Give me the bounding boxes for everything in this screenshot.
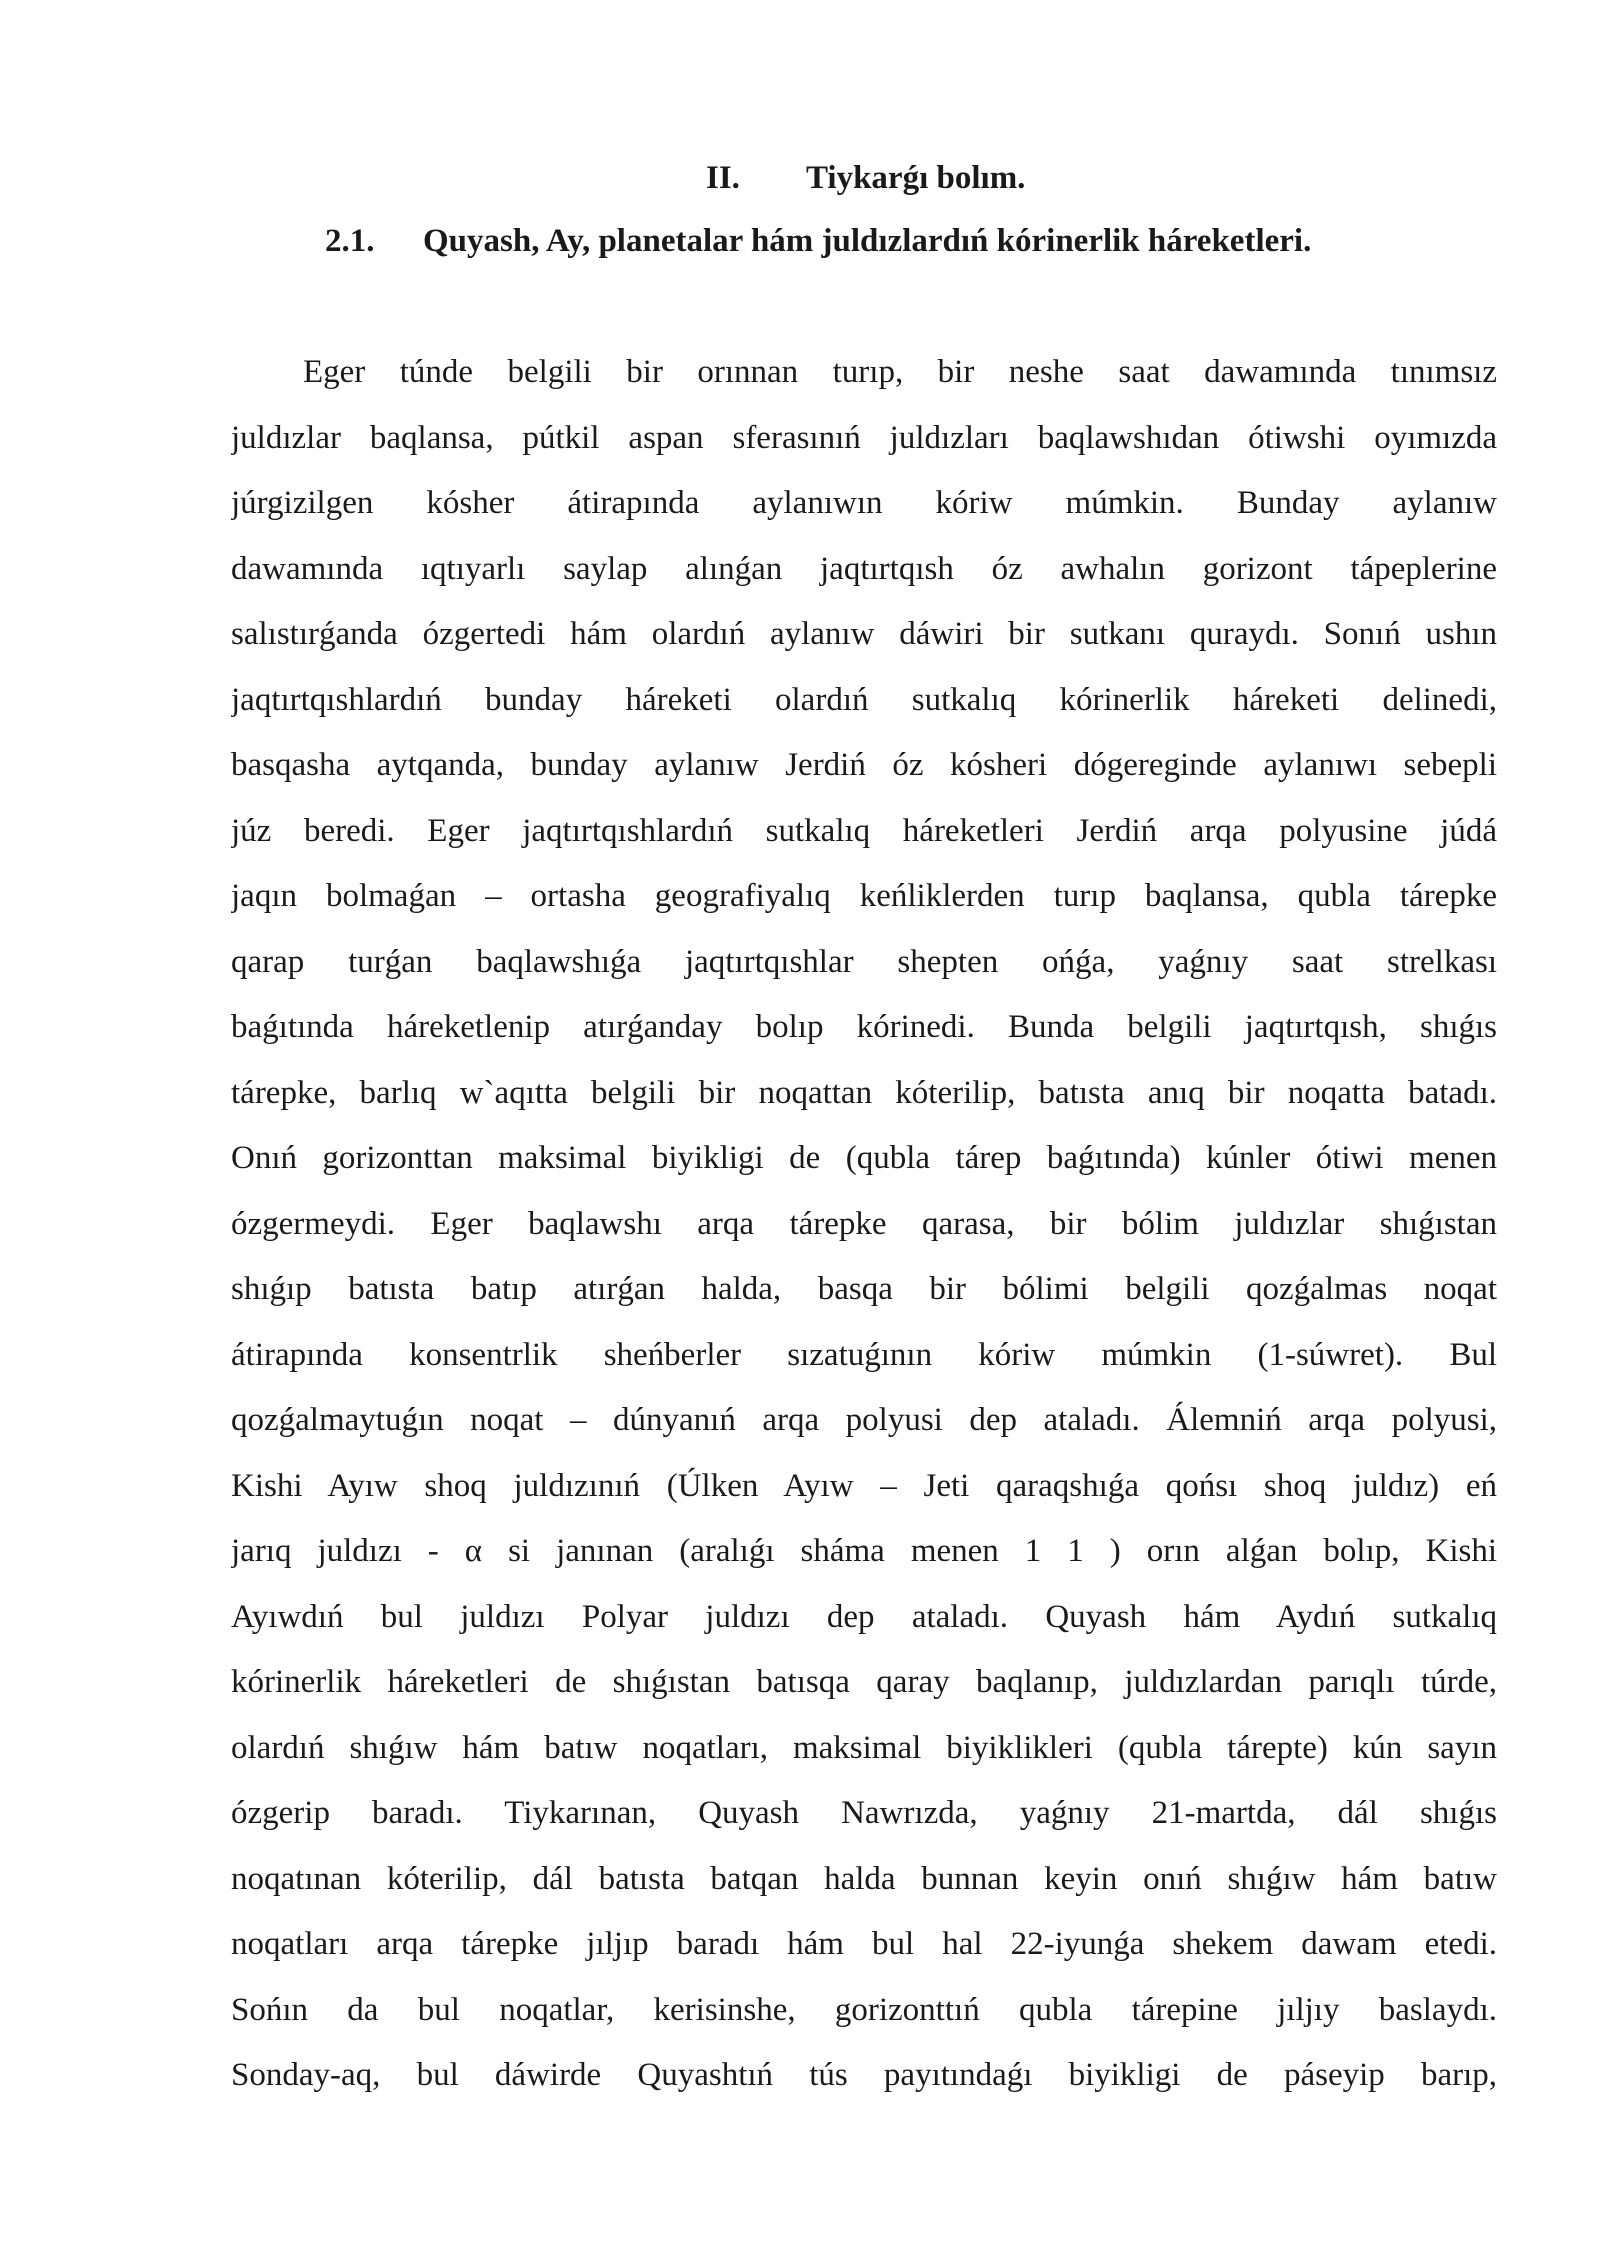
paragraph-line: noqatları arqa tárepke jıljıp baradı hám bul hal 22-iyunǵa shekem dawam etedi. — [231, 1926, 1497, 1962]
section-title: Tiykarǵı bolım. — [806, 160, 1026, 196]
body-paragraph — [231, 349, 1497, 2118]
paragraph-line: Sońın da bul noqatlar, kerisinshe, gorizonttıń qubla tárepine jıljıy baslaydı. — [231, 1991, 1497, 2028]
paragraph-line: shıǵıp batısta batıp atırǵan halda, basqa bir bólimi belgili qozǵalmas noqat — [231, 1271, 1497, 1307]
paragraph-line: baǵıtında háreketlenip atırǵanday bolıp kórinedi. Bunda belgili jaqtırtqısh, shıǵıs — [231, 1009, 1497, 1045]
subsection-number: 2.1. — [325, 223, 375, 259]
paragraph-line: átirapında konsentrlik sheńberler sızatuǵının kóriw múmkin (1-súwret). Bul — [231, 1336, 1497, 1373]
paragraph-line: salıstırǵanda ózgertedi hám olardıń aylanıw dáwiri bir sutkanı quraydı. Sonıń ushın — [231, 616, 1497, 652]
paragraph-line: noqatınan kóterilip, dál batısta batqan halda bunnan keyin onıń shıǵıw hám batıw — [231, 1860, 1497, 1897]
section-number: II. — [706, 160, 740, 196]
paragraph-line: Eger túnde belgili bir orınnan turıp, bir neshe saat dawamında tınımsız — [303, 354, 1497, 390]
paragraph-line: basqasha aytqanda, bunday aylanıw Jerdiń óz kósheri dógereginde aylanıwı sebepli — [231, 747, 1497, 783]
subsection-title: Quyash, Ay, planetalar hám juldızlardıń kórinerlik háreketleri. — [423, 223, 1312, 259]
paragraph-line: tárepke, barlıq w`aqıtta belgili bir noqattan kóterilip, batısta anıq bir noqatta batadı. — [231, 1074, 1497, 1111]
paragraph-line: ózgerip baradı. Tiykarınan, Quyash Nawrızda, yaǵnıy 21-martda, dál shıǵıs — [231, 1795, 1497, 1831]
paragraph-line: dawamında ıqtıyarlı saylap alınǵan jaqtırtqısh óz awhalın gorizont tápeplerine — [231, 550, 1497, 587]
paragraph-line: kórinerlik háreketleri de shıǵıstan batısqa qaray baqlanıp, juldızlardan parıqlı túrde, — [231, 1664, 1497, 1700]
paragraph-line: ózgermeydi. Eger baqlawshı arqa tárepke qarasa, bir bólim juldızlar shıǵıstan — [231, 1205, 1497, 1242]
paragraph-line: jarıq juldızı - α si janınan (aralıǵı sháma menen 1 1 ) orın alǵan bolıp, Kishi — [231, 1533, 1497, 1569]
paragraph-line: Sonday-aq, bul dáwirde Quyashtıń tús payıtındaǵı biyikligi de páseyip barıp, — [231, 2057, 1497, 2093]
paragraph-line: Ayıwdıń bul juldızı Polyar juldızı dep ataladı. Quyash hám Aydıń sutkalıq — [231, 1598, 1497, 1635]
paragraph-line: qarap turǵan baqlawshıǵa jaqtırtqıshlar shepten ońǵa, yaǵnıy saat strelkası — [231, 943, 1497, 980]
paragraph-line: júrgizilgen kósher átirapında aylanıwın kóriw múmkin. Bunday aylanıw — [231, 485, 1497, 521]
paragraph-line: júz beredi. Eger jaqtırtqıshlardıń sutkalıq háreketleri Jerdiń arqa polyusine júdá — [231, 812, 1497, 849]
paragraph-line: jaqtırtqıshlardıń bunday háreketi olardıń sutkalıq kórinerlik háreketi delinedi, — [231, 681, 1497, 718]
paragraph-line: Kishi Ayıw shoq juldızınıń (Úlken Ayıw – Jeti qaraqshıǵa qońsı shoq juldız) eń — [231, 1467, 1497, 1504]
paragraph-line: qozǵalmaytuǵın noqat – dúnyanıń arqa polyusi dep ataladı. Álemniń arqa polyusi, — [231, 1402, 1497, 1438]
paragraph-line: jaqın bolmaǵan – ortasha geografiyalıq keńliklerden turıp baqlansa, qubla tárepke — [231, 878, 1497, 914]
paragraph-line: olardıń shıǵıw hám batıw noqatları, maksimal biyiklikleri (qubla tárepte) kún sayın — [231, 1729, 1497, 1766]
paragraph-line: juldızlar baqlansa, pútkil aspan sferasınıń juldızları baqlawshıdan ótiwshi oyımızda — [231, 419, 1497, 456]
paragraph-line: Onıń gorizonttan maksimal biyikligi de (qubla tárep baǵıtında) kúnler ótiwi menen — [231, 1140, 1497, 1176]
